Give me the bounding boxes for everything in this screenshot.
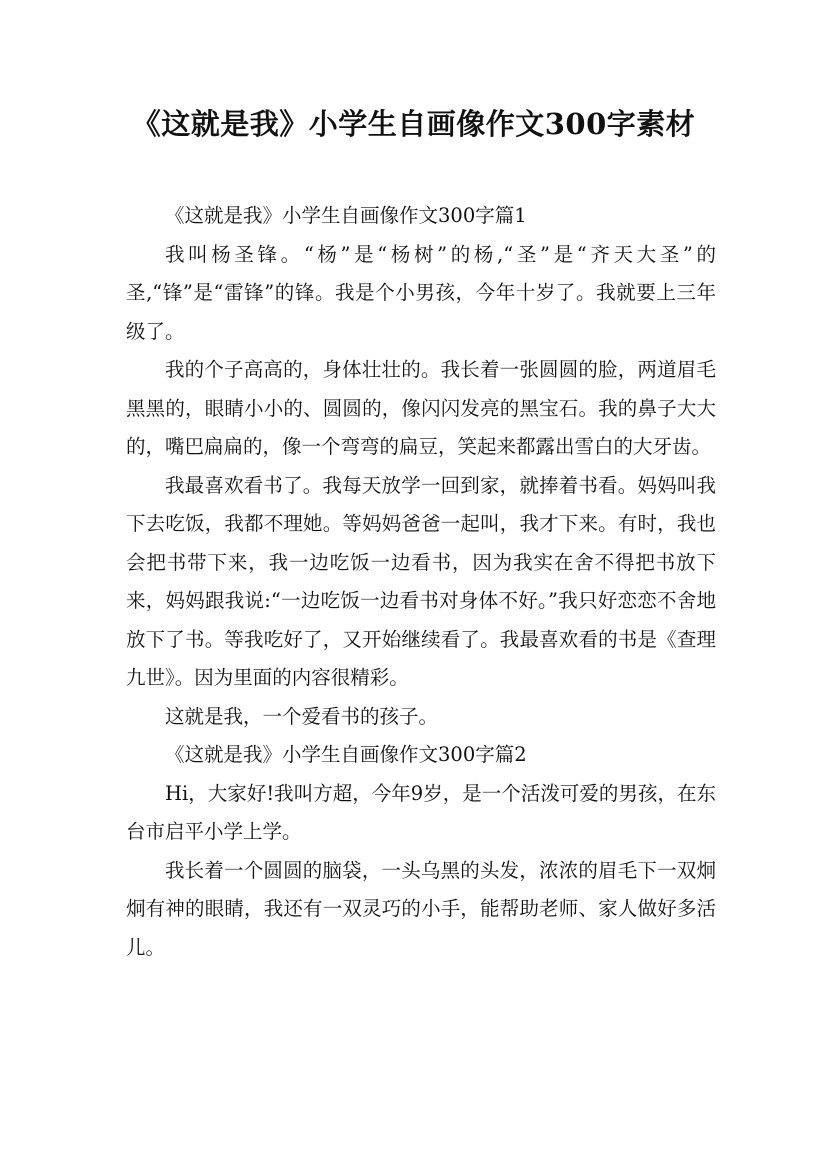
- paragraph: 这就是我，一个爱看书的孩子。: [165, 704, 439, 728]
- paragraph: 我长着一个圆圆的脑袋，一头乌黑的头发，浓浓的眉毛下一双炯炯有神的眼睛，我还有一双灵巧的小手，能帮助老师、家人做好多活儿。: [126, 858, 716, 959]
- paragraph: 我的个子高高的，身体壮壮的。我长着一张圆圆的脸，两道眉毛黑黑的，眼睛小小的、圆圆的，像闪闪发亮的黑宝石。我的鼻子大大的，嘴巴扁扁的，像一个弯弯的扁豆，笑起来都露出雪白的大牙齿。: [126, 358, 716, 458]
- section-heading-1: 《这就是我》小学生自画像作文300字篇1: [165, 204, 527, 227]
- paragraph: 我叫杨圣锋。“杨”是“杨树”的杨,“圣”是“齐天大圣”的圣,“锋”是“雷锋”的锋。我是个小男孩，今年十岁了。我就要上三年级了。: [126, 242, 716, 343]
- paragraph: Hi，大家好!我叫方超，今年9岁，是一个活泼可爱的男孩，在东台市启平小学上学。: [126, 781, 716, 843]
- document-title: 《这就是我》小学生自画像作文300字素材: [131, 107, 696, 141]
- document-body: [126, 197, 716, 967]
- paragraph: 我最喜欢看书了。我每天放学一回到家，就捧着书看。妈妈叫我下去吃饭，我都不理她。等妈妈爸爸一起叫，我才下来。有时，我也会把书带下来，我一边吃饭一边看书，因为我实在舍不得把书放下来，妈妈跟我说:“一边吃饭一边看书对身体不好。”我只好恋恋不舍地放下了书。等我吃好了，又开始继续看了。我最喜欢看的书是《查理九世》。因为里面的内容很精彩。: [126, 473, 716, 689]
- section-heading-2: 《这就是我》小学生自画像作文300字篇2: [165, 743, 527, 766]
